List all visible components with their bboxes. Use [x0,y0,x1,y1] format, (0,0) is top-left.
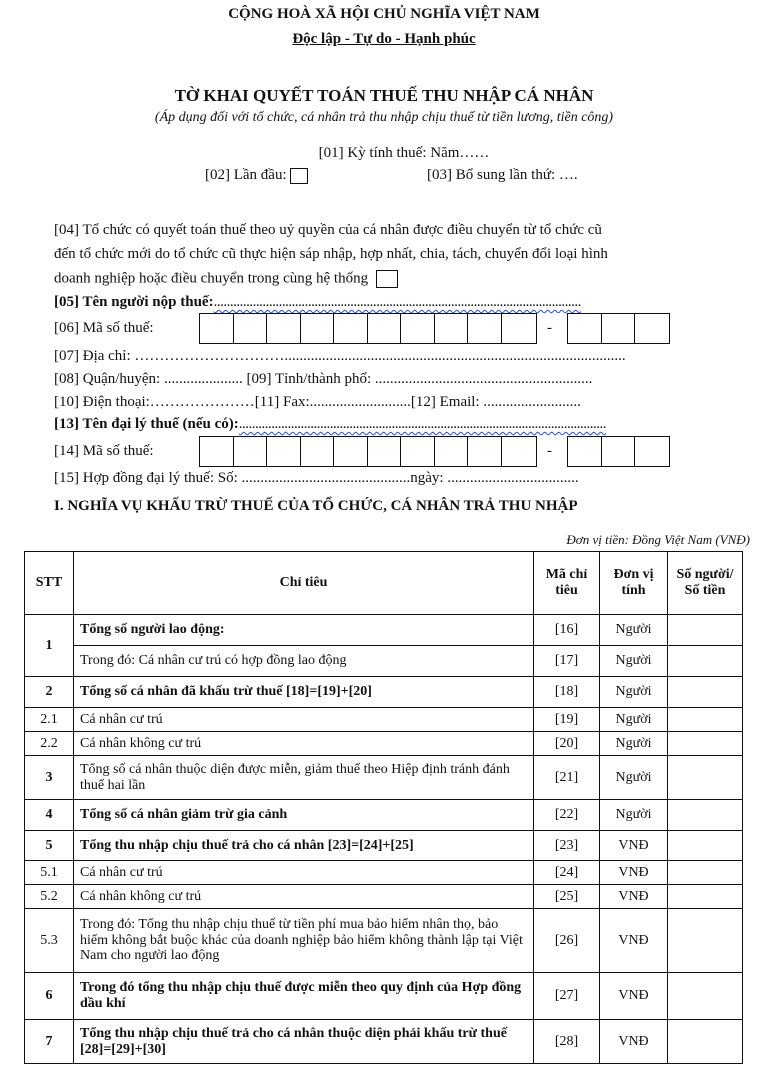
form-subtitle: (Áp dụng đối với tổ chức, cá nhân trả thu nhập chịu thuế từ tiền lương, tiền công) [154,110,614,125]
row-unit: VNĐ [600,1020,668,1064]
row-label: Cá nhân cư trú [74,708,534,732]
field-phone-fax-email[interactable]: [10] Điện thoại:…………………[11] Fax:...........................[12] Email: .......................... [54,394,581,410]
country-name: CỘNG HOÀ XÃ HỘI CHỦ NGHĨA VIỆT NAM [228,6,540,22]
field-04-line3-text: doanh nghiệp hoặc điều chuyển trong cùng hệ thống [54,270,369,287]
authorization-checkbox[interactable] [376,270,398,288]
row-code: [19] [534,708,600,732]
row-value-cell[interactable] [668,677,743,708]
row-label: Cá nhân không cư trú [74,885,534,909]
section-title: I. NGHĨA VỤ KHẤU TRỪ THUẾ CỦA TỔ CHỨC, CÁ NHÂN TRẢ THU NHẬP [54,498,578,514]
row-label: Tổng số cá nhân giảm trừ gia cảnh [74,800,534,831]
row-unit: VNĐ [600,973,668,1020]
field-04-line2: đến tổ chức mới do tổ chức cũ thực hiện sáp nhập, hợp nhất, chia, tách, chuyển đổi loại hình [54,246,608,262]
form-title: TỜ KHAI QUYẾT TOÁN THUẾ THU NHẬP CÁ NHÂN [174,86,594,105]
row-unit: VNĐ [600,909,668,973]
row-value-cell[interactable] [668,646,743,677]
row-code: [20] [534,732,600,756]
row-value-cell[interactable] [668,708,743,732]
row-code: [27] [534,973,600,1020]
taxpayer-name-input[interactable]: ................................................................................................................. [213,294,581,310]
row-unit: VNĐ [600,831,668,861]
row-value-cell[interactable] [668,861,743,885]
row-stt: 5.2 [25,885,74,909]
header-chi-tieu: Chỉ tiêu [74,552,534,615]
row-label: Tổng số cá nhân đã khấu trừ thuế [18]=[19]+[20] [74,677,534,708]
row-unit: VNĐ [600,885,668,909]
row-stt: 2.2 [25,732,74,756]
table-row [25,973,743,1020]
table-row [25,708,743,732]
row-unit: Người [600,708,668,732]
field-supplement: [03] Bổ sung lần thứ: …. [427,167,578,183]
row-code: [16] [534,615,600,646]
row-label: Cá nhân cư trú [74,861,534,885]
row-value-cell[interactable] [668,973,743,1020]
row-unit: VNĐ [600,861,668,885]
row-code: [18] [534,677,600,708]
table-row [25,800,743,831]
row-code: [25] [534,885,600,909]
table-row [25,861,743,885]
table-row [25,732,743,756]
field-agent-contract[interactable]: [15] Hợp đồng đại lý thuế: Số: .............................................ngày: ................................... [54,470,579,486]
row-stt: 5.3 [25,909,74,973]
table-row [25,1020,743,1064]
row-stt: 2 [25,677,74,708]
agent-tax-code-suffix-boxes[interactable] [567,436,670,467]
field-tax-period: [01] Kỳ tính thuế: Năm…… [318,145,490,161]
table-row [25,756,743,800]
table-row [25,831,743,861]
taxpayer-name-label: [05] Tên người nộp thuế: [54,294,214,310]
row-label: Trong đó tổng thu nhập chịu thuế được miễn theo quy định của Hợp đồng dầu khí [74,973,534,1020]
row-code: [23] [534,831,600,861]
row-stt: 5 [25,831,74,861]
tax-code-dash: - [547,320,552,336]
table-row [25,677,743,708]
motto [0,31,768,48]
row-stt: 7 [25,1020,74,1064]
tax-agent-name-label: [13] Tên đại lý thuế (nếu có): [54,416,239,432]
field-04-line3 [54,270,398,288]
row-value-cell[interactable] [668,831,743,861]
agent-tax-code-boxes[interactable] [199,436,537,467]
field-tax-agent-name [54,416,606,433]
field-taxpayer-name [54,294,581,311]
row-code: [26] [534,909,600,973]
row-unit: Người [600,732,668,756]
header-ma-chi-tieu: Mã chỉ tiêu [534,552,600,615]
row-code: [28] [534,1020,600,1064]
row-stt: 1 [25,615,74,677]
row-value-cell[interactable] [668,756,743,800]
tax-code-boxes[interactable] [199,313,537,344]
row-value-cell[interactable] [668,1020,743,1064]
tax-code-suffix-boxes[interactable] [567,313,670,344]
row-label: Cá nhân không cư trú [74,732,534,756]
row-code: [24] [534,861,600,885]
table-row [25,909,743,973]
field-first-time [205,167,308,184]
header-stt: STT [25,552,74,615]
row-value-cell[interactable] [668,885,743,909]
row-stt: 6 [25,973,74,1020]
row-label: Trong đó: Cá nhân cư trú có hợp đồng lao động [74,646,534,677]
row-unit: Người [600,677,668,708]
motto-text: Độc lập - Tự do - Hạnh phúc [292,31,476,47]
row-value-cell[interactable] [668,909,743,973]
row-unit: Người [600,615,668,646]
withholding-table [24,551,743,1064]
field-address[interactable]: [07] Địa chỉ: …………………………........................................................................................... [54,348,626,364]
first-time-checkbox[interactable] [290,168,308,184]
row-code: [17] [534,646,600,677]
row-unit: Người [600,646,668,677]
row-value-cell[interactable] [668,800,743,831]
row-stt: 3 [25,756,74,800]
row-code: [22] [534,800,600,831]
header-so: Số người/ Số tiền [668,552,743,615]
row-label: Tổng thu nhập chịu thuế trả cho cá nhân thuộc diện phải khấu trừ thuế [28]=[29]+[30] [74,1020,534,1064]
currency-note: Đơn vị tiền: Đồng Việt Nam (VNĐ) [566,532,750,547]
row-unit: Người [600,800,668,831]
row-label: Tổng thu nhập chịu thuế trả cho cá nhân [23]=[24]+[25] [74,831,534,861]
table-row [25,615,743,646]
field-first-time-label: [02] Lần đầu: [205,167,287,183]
field-04-line1: [04] Tổ chức có quyết toán thuế theo uỷ quyền của cá nhân được điều chuyển từ tổ chức cũ [54,222,602,238]
row-label: Trong đó: Tổng thu nhập chịu thuế từ tiền phí mua bảo hiểm nhân thọ, bảo hiểm không bắt buộc khác của doanh nghiệp bảo hiểm không thành lập tại Việt Nam cho người lao động [74,909,534,973]
table-row [25,885,743,909]
table-header-row [25,552,743,615]
table-row [25,646,743,677]
row-stt: 2.1 [25,708,74,732]
field-district-province[interactable]: [08] Quận/huyện: ..................... [09] Tỉnh/thành phố: .......................................................... [54,371,593,387]
row-stt: 5.1 [25,861,74,885]
row-stt: 4 [25,800,74,831]
agent-tax-code-dash: - [547,443,552,459]
row-value-cell[interactable] [668,732,743,756]
header-don-vi: Đơn vị tính [600,552,668,615]
field-tax-code-label: [06] Mã số thuế: [54,320,154,336]
tax-agent-name-input[interactable]: ................................................................................................................. [238,416,606,432]
field-agent-tax-code-label: [14] Mã số thuế: [54,443,154,459]
row-value-cell[interactable] [668,615,743,646]
row-unit: Người [600,756,668,800]
row-label: Tổng số cá nhân thuộc diện được miễn, giảm thuế theo Hiệp định tránh đánh thuế hai lần [74,756,534,800]
row-code: [21] [534,756,600,800]
row-label: Tổng số người lao động: [74,615,534,646]
